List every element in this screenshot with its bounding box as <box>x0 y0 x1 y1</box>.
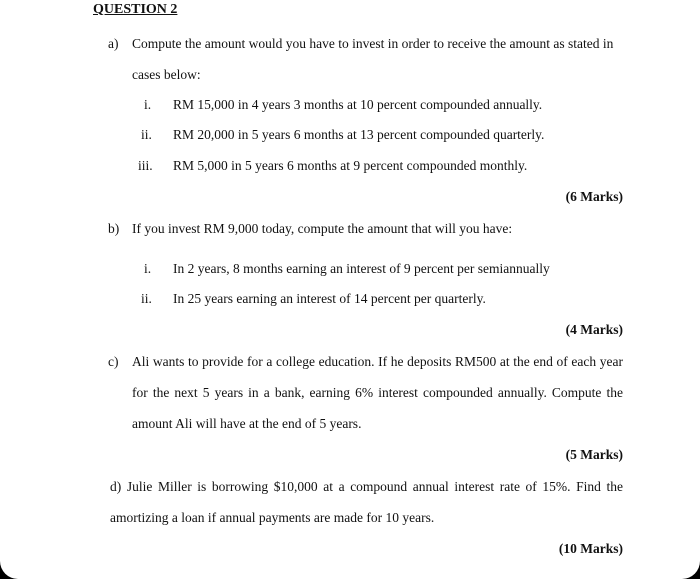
part-a-item-text: RM 15,000 in 4 years 3 months at 10 percent compounded annually. <box>173 97 543 112</box>
part-b-item-text: In 25 years earning an interest of 14 percent per quarterly. <box>173 291 486 306</box>
part-b-marks: (4 Marks) <box>565 322 623 337</box>
part-a-item-num: ii. <box>141 127 152 142</box>
part-a-item-text: RM 5,000 in 5 years 6 months at 9 percent compounded monthly. <box>173 158 528 173</box>
part-c-marks: (5 Marks) <box>565 447 623 462</box>
part-a-item-num: iii. <box>138 158 153 173</box>
part-c-line-1: Ali wants to provide for a college education. If he deposits RM500 at the end of each year <box>132 354 623 369</box>
part-b-text: If you invest RM 9,000 today, compute the amount that will you have: <box>132 221 513 236</box>
part-c-line-2: for the next 5 years in a bank, earning 6% interest compounded annually. Compute the <box>132 385 623 400</box>
part-d-line-2: amortizing a loan if annual payments are made for 10 years. <box>110 510 435 525</box>
part-a-line-1: Compute the amount would you have to invest in order to receive the amount as stated in <box>132 36 614 51</box>
part-b-item-num: ii. <box>141 291 152 306</box>
part-d-marks: (10 Marks) <box>558 541 623 556</box>
part-d-line-1: d) Julie Miller is borrowing $10,000 at a compound annual interest rate of 15%. Find the <box>110 479 623 494</box>
part-a-marks: (6 Marks) <box>565 189 623 204</box>
part-b-item-num: i. <box>144 261 152 276</box>
part-c-line-3: amount Ali will have at the end of 5 years. <box>132 416 362 431</box>
part-a-item-num: i. <box>144 97 152 112</box>
part-b-letter: b) <box>108 221 120 236</box>
part-a-item-text: RM 20,000 in 5 years 6 months at 13 percent compounded quarterly. <box>173 127 545 142</box>
part-b-item-text: In 2 years, 8 months earning an interest of 9 percent per semiannually <box>173 261 550 276</box>
question-title: QUESTION 2 <box>93 2 178 17</box>
part-a-line-2: cases below: <box>132 67 201 82</box>
part-c-letter: c) <box>108 354 119 369</box>
part-a-letter: a) <box>108 36 119 51</box>
